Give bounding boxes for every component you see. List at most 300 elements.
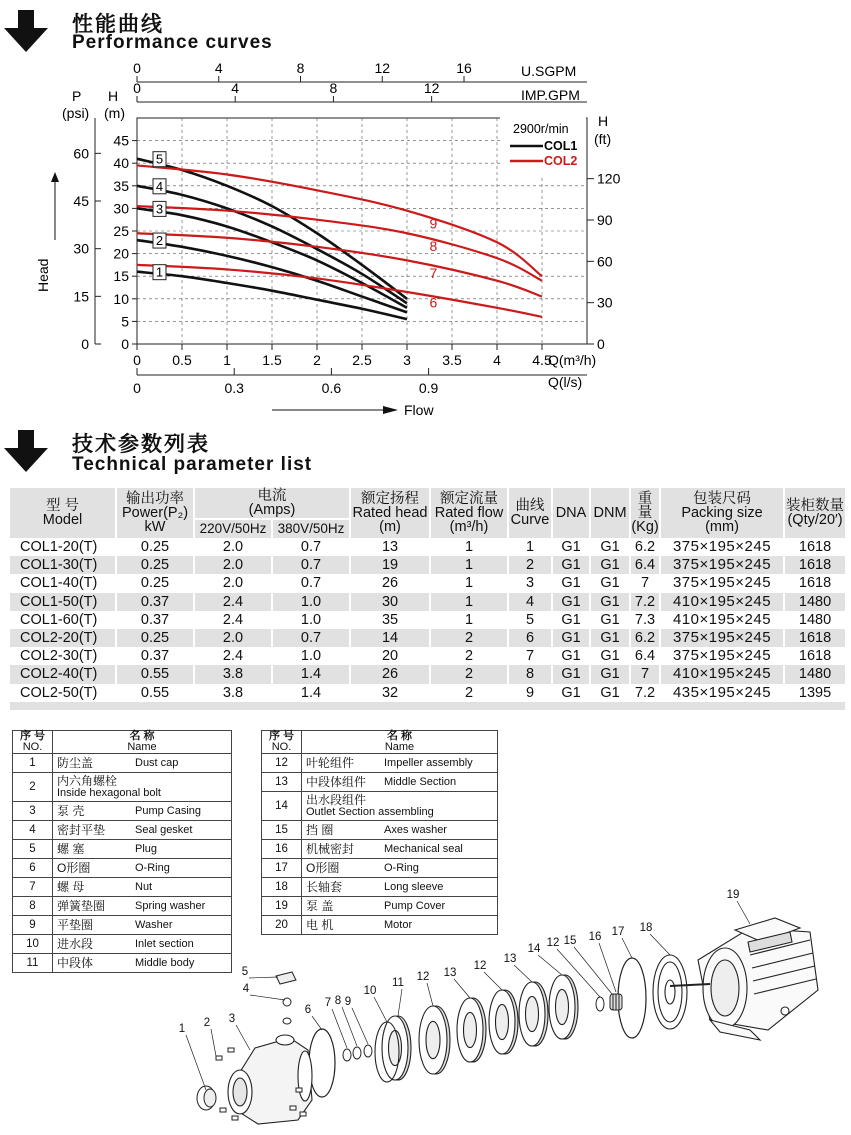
callout-leader: [398, 989, 402, 1016]
table-cell: 14: [350, 629, 430, 647]
part-name: [53, 754, 232, 773]
table-cell: G1: [590, 665, 630, 683]
callout-leader: [236, 1025, 250, 1050]
psi-axis-unit: (psi): [62, 105, 90, 121]
table-cell: 7.2: [630, 684, 660, 702]
part-name-cn: 螺 母: [57, 880, 85, 894]
table-cell: G1: [552, 665, 590, 683]
part-name-en: Long sleeve: [384, 881, 444, 893]
part-name-en: Middle Section: [384, 776, 457, 788]
table-cell: 8: [508, 665, 552, 683]
callout-number: 15: [563, 935, 577, 947]
q-tick-label: 0: [133, 352, 141, 368]
q-tick-label: 3.5: [442, 352, 462, 368]
part-name: [53, 773, 232, 802]
header-power: 输出功率 Power(P₂) kW: [116, 488, 194, 538]
usgpm-label: U.SGPM: [521, 63, 577, 79]
table-cell: 2.0: [194, 556, 272, 574]
callout-number: 6: [304, 1004, 312, 1016]
curve-tag-label: 3: [155, 201, 164, 217]
q-tick-label: 4.5: [532, 352, 552, 368]
part-number: 14: [262, 792, 302, 821]
header-head: 额定扬程 Rated head (m): [350, 488, 430, 538]
table-cell: 0.55: [116, 665, 194, 683]
psi-tick-label: 45: [73, 193, 89, 210]
part-name-en: Impeller assembly: [384, 757, 473, 769]
callout-number: 16: [588, 931, 602, 943]
h-tick-label: 45: [113, 132, 129, 149]
parts-row: [13, 773, 232, 802]
part-name-cn: 弹簧垫圈: [57, 899, 106, 913]
performance-title-en: Performance curves: [72, 32, 273, 53]
table-cell: 375×195×245: [660, 538, 784, 556]
part-name-en: Pump Casing: [135, 805, 202, 817]
table-cell: 0.7: [272, 556, 350, 574]
callout-leader: [427, 983, 433, 1006]
callout-leader: [374, 997, 387, 1022]
table-cell: 410×195×245: [660, 611, 784, 629]
part-name-cn: 螺 塞: [57, 842, 85, 856]
part-name-en: Inlet section: [135, 938, 194, 950]
part-name-cn: 密封平垫: [57, 823, 106, 837]
table-cell: 20: [350, 647, 430, 665]
table-cell: 375×195×245: [660, 647, 784, 665]
callout-number: 1: [178, 1023, 186, 1035]
table-cell: G1: [552, 538, 590, 556]
table-cell: 2.4: [194, 611, 272, 629]
part-number: 10: [13, 935, 53, 954]
callout-number: 19: [726, 889, 740, 901]
h-tick-label: 5: [121, 313, 129, 330]
table-row: [10, 684, 846, 702]
part-name-en: Nut: [135, 881, 153, 893]
part-name: [53, 840, 232, 859]
part-name: [302, 859, 498, 878]
usgpm-tick-label: 0: [133, 60, 141, 76]
callout-number: 17: [611, 926, 625, 938]
performance-chart: [0, 60, 851, 420]
part-number: 5: [13, 840, 53, 859]
callout-leader: [211, 1029, 216, 1056]
table-cell: 6.2: [630, 629, 660, 647]
technical-title-en: Technical parameter list: [72, 454, 313, 475]
part-number: 6: [13, 859, 53, 878]
parts-row: [262, 859, 498, 878]
curve-tag-label: 6: [429, 294, 438, 311]
table-cell: 0.55: [116, 684, 194, 702]
header-current: 电流 (Amps): [194, 488, 350, 519]
table-cell: 1480: [784, 665, 846, 683]
usgpm-tick-label: 16: [456, 60, 472, 76]
callout-number: 5: [241, 966, 249, 978]
part-number: 11: [13, 954, 53, 973]
parts-header-name: 名 称 Name: [302, 731, 498, 754]
stage-disk-center: [426, 1021, 440, 1058]
table-cell: G1: [590, 611, 630, 629]
table-row: [10, 538, 846, 556]
table-cell: 6: [508, 629, 552, 647]
technical-title-cn: 技术参数列表: [72, 433, 210, 456]
h-tick-label: 40: [113, 155, 129, 172]
callout-number: 18: [639, 922, 653, 934]
part-name-cn: 泵 盖: [306, 899, 334, 913]
part-number: 20: [262, 916, 302, 935]
table-cell: 1480: [784, 593, 846, 611]
table-cell: 7.3: [630, 611, 660, 629]
table-cell: 0.25: [116, 629, 194, 647]
callout-leader: [484, 972, 502, 990]
callout-number: 11: [392, 977, 404, 989]
table-cell: 1: [430, 574, 508, 592]
h-tick-label: 25: [113, 223, 129, 239]
psi-tick-label: 30: [73, 240, 89, 257]
table-cell: 0.37: [116, 611, 194, 629]
flow-label: Flow: [404, 402, 434, 418]
part-name-en: Plug: [135, 843, 158, 855]
table-cell: COL2-30(T): [10, 647, 116, 665]
header-dna: DNA: [552, 488, 590, 538]
header-model: 型 号 Model: [10, 488, 116, 538]
table-cell: COL1-20(T): [10, 538, 116, 556]
part-name-cn: 叶轮组件: [306, 756, 355, 770]
psi-tick-label: 0: [81, 336, 89, 352]
parts-row: [13, 840, 232, 859]
table-cell: G1: [552, 647, 590, 665]
table-cell: 0.25: [116, 556, 194, 574]
part-name-cn: 长轴套: [306, 880, 343, 894]
callout-leader: [574, 947, 612, 994]
part-number: 17: [262, 859, 302, 878]
callout-number: 14: [527, 943, 541, 955]
usgpm-tick-label: 4: [214, 60, 223, 76]
part-name-cn: 出水段组件: [306, 793, 367, 807]
q-tick-label: 1: [223, 352, 231, 368]
table-cell: 7: [630, 665, 660, 683]
psi-tick-label: 60: [73, 145, 89, 162]
part-name-en: Motor: [384, 919, 413, 931]
part-name: [302, 840, 498, 859]
callout-number: 13: [503, 953, 517, 965]
table-cell: 375×195×245: [660, 556, 784, 574]
section-arrow-icon: [4, 430, 48, 474]
part-number: 18: [262, 878, 302, 897]
parts-row: [13, 859, 232, 878]
callout-number: 7: [324, 997, 332, 1009]
table-cell: COL1-40(T): [10, 574, 116, 592]
part-name-cn: 内六角螺栓: [57, 774, 118, 788]
callout-leader: [650, 934, 670, 955]
h-tick-label: 10: [113, 290, 129, 307]
table-cell: 6.2: [630, 538, 660, 556]
curve-tag-label: 4: [155, 178, 164, 194]
table-cell: 5: [508, 611, 552, 629]
header-packing: 包装尺码 Packing size (mm): [660, 488, 784, 538]
table-cell: COL1-60(T): [10, 611, 116, 629]
parts-row: [262, 821, 498, 840]
table-cell: 1618: [784, 629, 846, 647]
table-cell: 1.0: [272, 593, 350, 611]
table-cell: 2.4: [194, 593, 272, 611]
table-cell: 2: [508, 556, 552, 574]
impgpm-label: IMP.GPM: [521, 87, 580, 103]
h-tick-label: 30: [113, 200, 129, 217]
legend-col1: COL1: [544, 139, 578, 153]
table-cell: 2.0: [194, 629, 272, 647]
callout-number: 12: [546, 937, 560, 949]
header-dnm: DNM: [590, 488, 630, 538]
table-cell: 3.8: [194, 665, 272, 683]
callout-leader: [514, 965, 532, 982]
parameter-table: [10, 488, 847, 710]
table-cell: 2.4: [194, 647, 272, 665]
parts-row: [262, 840, 498, 859]
curve-tag-label: 2: [155, 233, 164, 249]
impgpm-tick-label: 4: [231, 80, 240, 96]
q-tick-label: 4: [493, 352, 501, 368]
table-cell: 1.0: [272, 647, 350, 665]
table-cell: 19: [350, 556, 430, 574]
curve-tag-label: 8: [429, 237, 438, 254]
table-cell: 9: [508, 684, 552, 702]
part-name: [53, 802, 232, 821]
table-cell: 35: [350, 611, 430, 629]
ls-tick-label: 0.6: [321, 380, 342, 396]
part-name-cn: 机械密封: [306, 842, 355, 856]
table-cell: 410×195×245: [660, 665, 784, 683]
callout-leader: [250, 995, 285, 1000]
part-name-en: Dust cap: [135, 757, 179, 769]
ft-axis-label: H: [598, 113, 609, 129]
h-tick-label: 20: [113, 245, 129, 262]
table-cell: 7.2: [630, 593, 660, 611]
q-tick-label: 2: [313, 352, 321, 368]
callout-number: 2: [203, 1017, 211, 1029]
table-cell: 6.4: [630, 647, 660, 665]
header-220v: 220V/50Hz: [194, 519, 272, 538]
curve-tag-label: 7: [429, 264, 438, 281]
head-axis-title: Head: [35, 258, 51, 292]
table-cell: 7: [508, 647, 552, 665]
table-cell: 2.0: [194, 574, 272, 592]
table-cell: COL2-20(T): [10, 629, 116, 647]
part-name-en: Seal gesket: [135, 824, 193, 836]
usgpm-tick-label: 8: [296, 60, 305, 76]
o-ring-drawing: [309, 1029, 335, 1097]
table-cell: COL1-30(T): [10, 556, 116, 574]
table-cell: 0.25: [116, 574, 194, 592]
table-cell: 1618: [784, 647, 846, 665]
h-axis-label: H: [108, 88, 119, 104]
table-cell: 2: [430, 647, 508, 665]
section-arrow-icon: [4, 10, 48, 54]
part-name-en: Axes washer: [384, 824, 447, 836]
ft-axis-unit: (ft): [594, 131, 612, 147]
table-cell: G1: [590, 684, 630, 702]
impgpm-tick-label: 0: [133, 80, 141, 96]
header-weight: 重量 (Kg): [630, 488, 660, 538]
ft-tick-label: 30: [597, 294, 613, 311]
q-axis-label: Q(m³/h): [548, 352, 597, 368]
table-cell: 375×195×245: [660, 574, 784, 592]
callout-leader: [622, 938, 632, 958]
parts-row: [262, 792, 498, 821]
callout-number: 9: [344, 996, 352, 1008]
ft-tick-label: 60: [597, 253, 613, 270]
q-tick-label: 3: [403, 352, 411, 368]
table-cell: G1: [552, 611, 590, 629]
table-cell: 1.0: [272, 611, 350, 629]
h-tick-label: 0: [121, 336, 129, 352]
part-number: 15: [262, 821, 302, 840]
table-cell: 4: [508, 593, 552, 611]
table-cell: 3: [508, 574, 552, 592]
q-tick-label: 1.5: [262, 352, 282, 368]
table-cell: 375×195×245: [660, 629, 784, 647]
table-cell: COL2-40(T): [10, 665, 116, 683]
usgpm-tick-label: 12: [374, 60, 391, 76]
ls-tick-label: 0.9: [418, 380, 439, 396]
parts-header-no: 序 号 NO.: [262, 731, 302, 754]
callout-leader: [454, 979, 470, 998]
ft-tick-label: 0: [597, 336, 605, 352]
parts-header-name: 名 称 Name: [53, 731, 232, 754]
table-row: [10, 647, 846, 665]
long-sleeve-drawing: [653, 955, 687, 1029]
part-name-en: Washer: [135, 919, 173, 931]
table-cell: COL2-50(T): [10, 684, 116, 702]
table-cell: G1: [590, 574, 630, 592]
impgpm-tick-label: 12: [423, 80, 440, 96]
legend-col2: COL2: [544, 154, 578, 168]
callout-number: 3: [228, 1013, 236, 1025]
table-cell: G1: [552, 556, 590, 574]
table-row: [10, 665, 846, 683]
table-cell: G1: [590, 593, 630, 611]
header-380v: 380V/50Hz: [272, 519, 350, 538]
exploded-view-drawing: [150, 880, 840, 1132]
table-cell: 26: [350, 665, 430, 683]
ls-axis-label: Q(l/s): [548, 374, 583, 390]
h-tick-label: 35: [113, 177, 129, 194]
table-row: [10, 629, 846, 647]
table-cell: COL1-50(T): [10, 593, 116, 611]
table-cell: 0.25: [116, 538, 194, 556]
part-number: 4: [13, 821, 53, 840]
part-name-cn: 中段体组件: [306, 775, 367, 789]
callout-leader: [599, 943, 616, 992]
table-cell: 2.0: [194, 538, 272, 556]
h-tick-label: 15: [113, 268, 129, 285]
table-cell: 2: [430, 629, 508, 647]
part-name: [302, 792, 498, 821]
part-number: 1: [13, 754, 53, 773]
header-qty: 装柜数量 (Qty/20′): [784, 488, 846, 538]
part-name-cn: 防尘盖: [57, 756, 94, 770]
table-row: [10, 611, 846, 629]
table-cell: 1: [430, 538, 508, 556]
part-name: [302, 821, 498, 840]
part-number: 8: [13, 897, 53, 916]
table-cell: 1.4: [272, 684, 350, 702]
part-number: 13: [262, 773, 302, 792]
parts-row: [13, 802, 232, 821]
motor-drawing: [670, 918, 818, 1040]
stage-disk-center: [526, 996, 539, 1031]
part-name-cn: 平垫圈: [57, 918, 94, 932]
table-cell: 0.7: [272, 538, 350, 556]
psi-tick-label: 15: [73, 288, 89, 305]
ls-tick-label: 0.3: [224, 380, 244, 396]
callout-leader: [186, 1035, 206, 1090]
parts-header-no: 序 号 NO.: [13, 731, 53, 754]
impgpm-tick-label: 8: [329, 80, 338, 96]
table-cell: 13: [350, 538, 430, 556]
table-cell: 1: [430, 556, 508, 574]
table-cell: 32: [350, 684, 430, 702]
table-cell: 1395: [784, 684, 846, 702]
parts-row: [13, 754, 232, 773]
table-cell: 1.4: [272, 665, 350, 683]
stage-disk-center: [389, 1030, 402, 1065]
table-cell: 0.37: [116, 593, 194, 611]
part-number: 7: [13, 878, 53, 897]
part-name: [53, 821, 232, 840]
part-name-cn: O形圈: [306, 861, 340, 875]
part-name: [302, 754, 498, 773]
table-cell: 7: [630, 574, 660, 592]
table-cell: G1: [590, 647, 630, 665]
table-cell: 1: [430, 593, 508, 611]
table-row: [10, 593, 846, 611]
table-row: [10, 556, 846, 574]
table-cell: 1618: [784, 574, 846, 592]
table-cell: 0.37: [116, 647, 194, 665]
q-tick-label: 2.5: [352, 352, 372, 368]
part-number: 9: [13, 916, 53, 935]
table-cell: 1618: [784, 538, 846, 556]
table-cell: G1: [590, 629, 630, 647]
part-name-en: Middle body: [135, 957, 195, 969]
curve-tag-label: 1: [155, 264, 164, 280]
part-name-en: Outlet Section assembling: [306, 806, 434, 818]
table-cell: 410×195×245: [660, 593, 784, 611]
header-curve: 曲线 Curve: [508, 488, 552, 538]
table-cell: G1: [552, 629, 590, 647]
ft-tick-label: 90: [597, 212, 613, 229]
callout-leader: [312, 1016, 322, 1030]
psi-axis-label: P: [72, 88, 82, 104]
table-row: [10, 574, 846, 592]
table-cell: G1: [552, 574, 590, 592]
header-flow: 额定流量 Rated flow (m³/h): [430, 488, 508, 538]
table-cell: 0.7: [272, 574, 350, 592]
part-number: 19: [262, 897, 302, 916]
pump-casing-drawing: [228, 1035, 312, 1124]
part-name-cn: 中段体: [57, 956, 94, 970]
table-cell: 6.4: [630, 556, 660, 574]
part-number: 3: [13, 802, 53, 821]
callout-number: 10: [363, 985, 377, 997]
table-cell: 26: [350, 574, 430, 592]
table-cell: 2: [430, 665, 508, 683]
callout-number: 8: [334, 995, 342, 1007]
curve-tag-label: 9: [429, 215, 438, 232]
table-cell: 1480: [784, 611, 846, 629]
part-name-en: Spring washer: [135, 900, 206, 912]
q-tick-label: 0.5: [172, 352, 192, 368]
part-name-en: Mechanical seal: [384, 843, 463, 855]
chart-legend: [500, 115, 586, 175]
